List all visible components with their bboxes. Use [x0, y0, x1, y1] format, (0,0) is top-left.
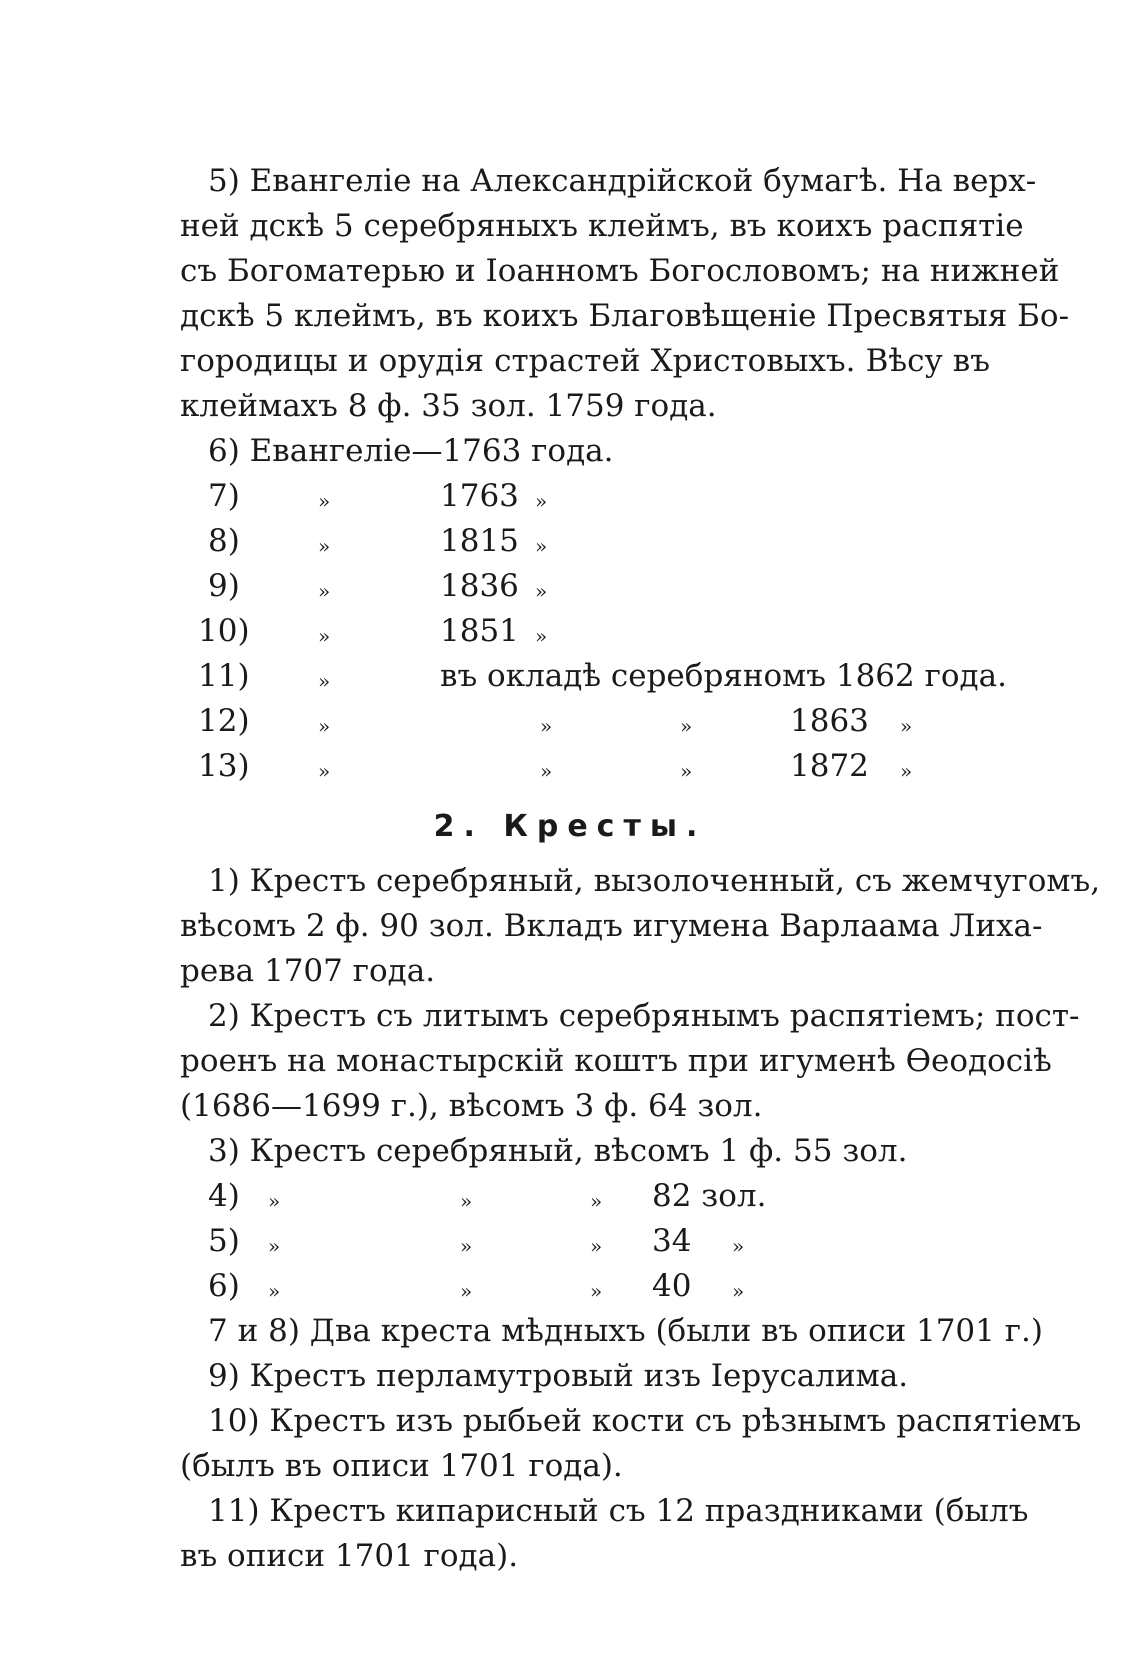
ditto-mark: »	[540, 759, 553, 783]
text-line: вѣсомъ 2 ф. 90 зол. Вкладъ игумена Варлаама Лиха-	[180, 908, 1043, 944]
ditto-mark: »	[268, 1279, 281, 1303]
ditto-mark: »	[732, 1279, 745, 1303]
ditto-mark: »	[680, 714, 693, 738]
weight-value: 82 зол.	[652, 1178, 767, 1214]
ditto-mark: »	[460, 1279, 473, 1303]
text-line: роенъ на монастырскій коштъ при игуменѣ Ѳеодосіѣ	[180, 1043, 1052, 1079]
ditto-mark: »	[900, 714, 913, 738]
text-line: дскѣ 5 клеймъ, въ коихъ Благовѣщеніе Пресвятыя Бо-	[180, 298, 1070, 334]
ditto-mark: »	[318, 624, 331, 648]
ditto-mark: »	[900, 759, 913, 783]
text-line: (1686—1699 г.), вѣсомъ 3 ф. 64 зол.	[180, 1088, 763, 1124]
item-number: 9)	[208, 568, 240, 604]
item-number: 8)	[208, 523, 240, 559]
text-line: городицы и орудія страстей Христовыхъ. Вѣсу въ	[180, 343, 990, 379]
ditto-mark: »	[590, 1189, 603, 1213]
text-line: въ описи 1701 года).	[180, 1538, 519, 1574]
ditto-mark: »	[318, 534, 331, 558]
text-line: 7 и 8) Два креста мѣдныхъ (были въ описи 1701 г.)	[208, 1313, 1043, 1349]
ditto-mark: »	[590, 1234, 603, 1258]
ditto-mark: »	[535, 534, 548, 558]
text-line: 11) Крестъ кипарисный съ 12 праздниками (былъ	[208, 1493, 1029, 1529]
ditto-mark: »	[535, 579, 548, 603]
weight-value: 40	[652, 1268, 692, 1304]
item-number: 7)	[208, 478, 240, 514]
text-line: рева 1707 года.	[180, 953, 436, 989]
ditto-mark: »	[680, 759, 693, 783]
text-line: 6) Евангеліе—1763 года.	[208, 433, 614, 469]
text-line: 5) Евангеліе на Александрійской бумагѣ. На верх-	[208, 163, 1037, 199]
year: 1863	[790, 703, 869, 739]
ditto-mark: »	[460, 1234, 473, 1258]
item-number: 10)	[198, 613, 250, 649]
year: 1763	[440, 478, 519, 514]
ditto-mark: »	[540, 714, 553, 738]
item-number: 12)	[198, 703, 250, 739]
text-line: ней дскѣ 5 серебряныхъ клеймъ, въ коихъ распятіе	[180, 208, 1024, 244]
ditto-mark: »	[535, 624, 548, 648]
text-line: 10) Крестъ изъ рыбьей кости съ рѣзнымъ распятіемъ	[208, 1403, 1082, 1439]
item-number: 11)	[198, 658, 250, 694]
ditto-mark: »	[535, 489, 548, 513]
ditto-mark: »	[318, 669, 331, 693]
year: 1872	[790, 748, 869, 784]
ditto-mark: »	[460, 1189, 473, 1213]
item-number: 5)	[208, 1223, 240, 1259]
section-heading: 2. Кресты.	[433, 809, 707, 844]
ditto-mark: »	[318, 579, 331, 603]
text-line: съ Богоматерью и Іоанномъ Богословомъ; на нижней	[180, 253, 1060, 289]
ditto-mark: »	[318, 489, 331, 513]
text-line: 2) Крестъ съ литымъ серебрянымъ распятіемъ; пост-	[208, 998, 1080, 1034]
item-number: 6)	[208, 1268, 240, 1304]
ditto-mark: »	[318, 759, 331, 783]
text-line: въ окладѣ серебряномъ 1862 года.	[440, 658, 1007, 694]
text-line: (былъ въ описи 1701 года).	[180, 1448, 623, 1484]
year: 1815	[440, 523, 519, 559]
ditto-mark: »	[268, 1234, 281, 1258]
text-line: клеймахъ 8 ф. 35 зол. 1759 года.	[180, 388, 717, 424]
ditto-mark: »	[268, 1189, 281, 1213]
ditto-mark: »	[318, 714, 331, 738]
text-line: 1) Крестъ серебряный, вызолоченный, съ жемчугомъ,	[208, 863, 1101, 899]
item-number: 4)	[208, 1178, 240, 1214]
weight-value: 34	[652, 1223, 692, 1259]
ditto-mark: »	[732, 1234, 745, 1258]
item-number: 13)	[198, 748, 250, 784]
text-line: 9) Крестъ перламутровый изъ Іерусалима.	[208, 1358, 909, 1394]
ditto-mark: »	[590, 1279, 603, 1303]
year: 1836	[440, 568, 519, 604]
text-line: 3) Крестъ серебряный, вѣсомъ 1 ф. 55 зол.	[208, 1133, 908, 1169]
year: 1851	[440, 613, 519, 649]
